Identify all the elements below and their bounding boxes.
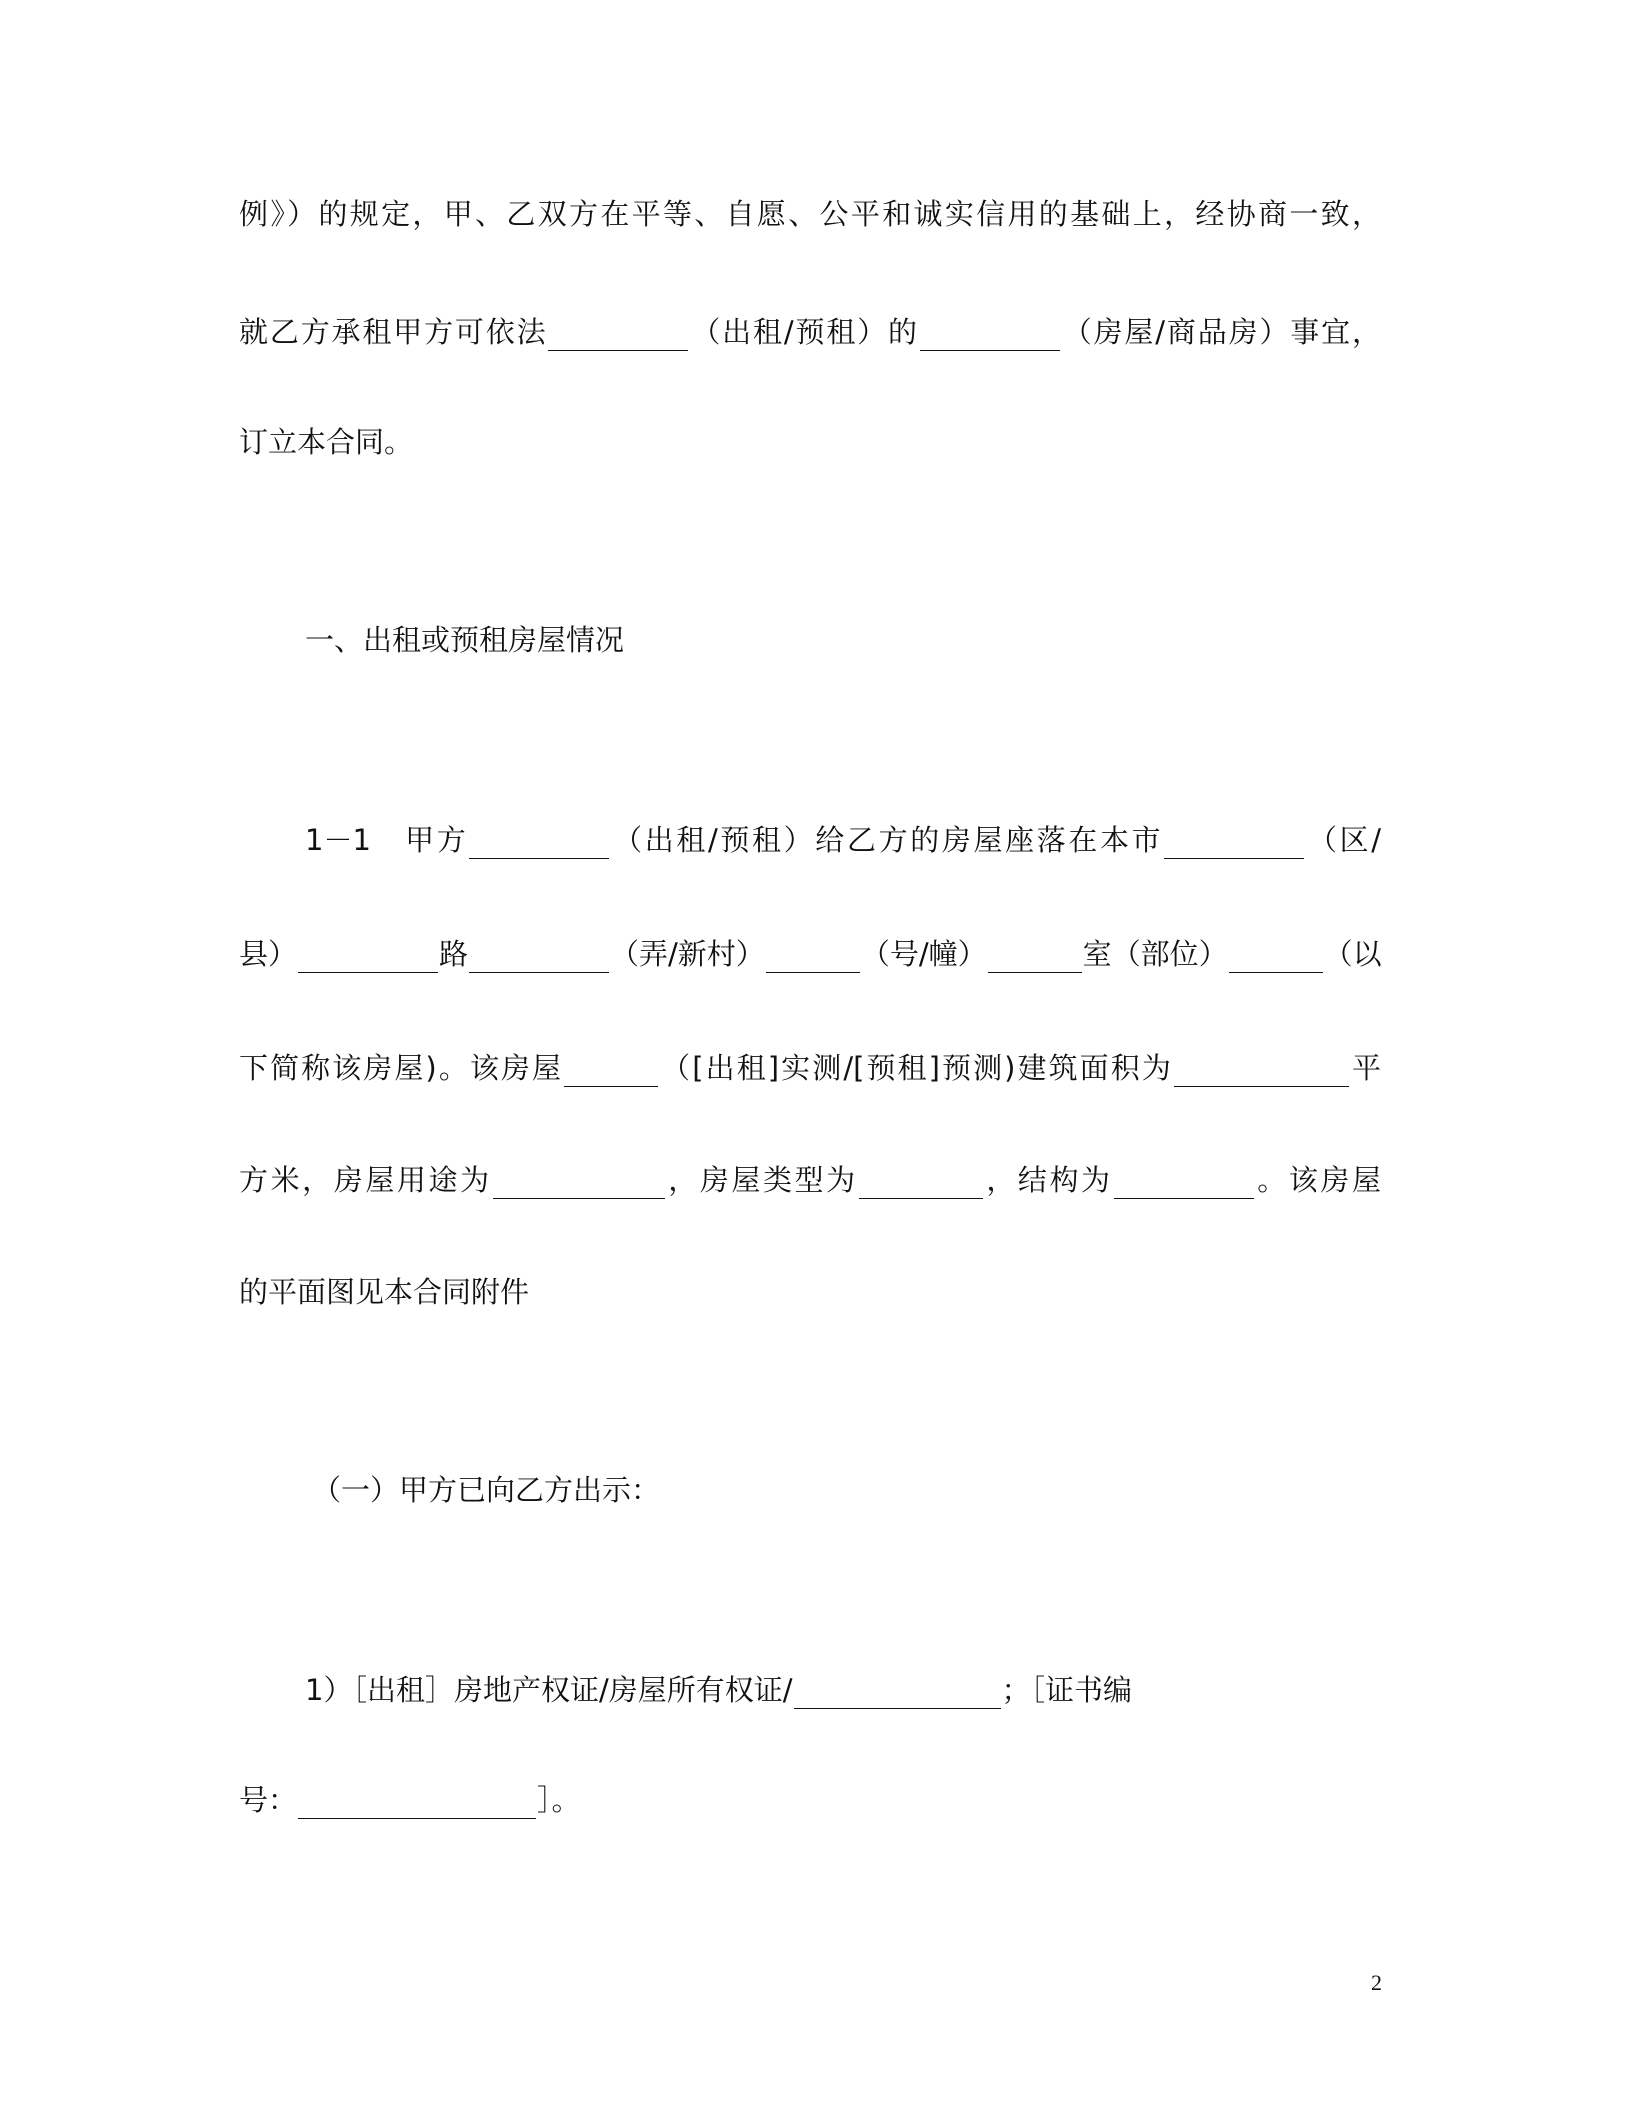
clause-line: [239, 1158, 1381, 1202]
text-segment: 1）［出租］房地产权证/房屋所有权证/: [305, 1673, 793, 1707]
list-item-line: [305, 1668, 1447, 1712]
text-segment: （房屋/商品房）事宜，: [1060, 315, 1381, 349]
contract-paragraph-line: [239, 420, 1381, 464]
fill-in-blank[interactable]: [766, 942, 860, 973]
text-segment: ，房屋类型为: [665, 1163, 858, 1197]
text-segment: 订立本合同。: [239, 425, 414, 459]
list-item-line: [239, 1778, 1381, 1822]
fill-in-blank[interactable]: [859, 1168, 983, 1199]
fill-in-blank[interactable]: [298, 942, 438, 973]
subsection-heading: [312, 1468, 1454, 1512]
clause-line: [239, 932, 1381, 976]
fill-in-blank[interactable]: [469, 828, 609, 859]
text-segment: （区/: [1305, 823, 1381, 857]
text-segment: （[出租]实测/[预租]预测)建筑面积为: [659, 1051, 1173, 1085]
fill-in-blank[interactable]: [1229, 942, 1323, 973]
fill-in-blank[interactable]: [564, 1056, 658, 1087]
fill-in-blank[interactable]: [1164, 828, 1304, 859]
text-segment: （出租/预租）的: [689, 315, 919, 349]
text-segment: 例》）的规定，甲、乙双方在平等、自愿、公平和诚实信用的基础上，经协商一致，: [239, 197, 1381, 231]
text-segment: （以: [1323, 937, 1382, 971]
clause-line: [239, 1270, 1381, 1314]
clause-line: [239, 1046, 1381, 1090]
text-segment: 。该房屋: [1254, 1163, 1381, 1197]
text-segment: （弄/新村）: [610, 937, 765, 971]
text-segment: 方米，房屋用途为: [239, 1163, 492, 1197]
text-segment: 路: [439, 937, 469, 971]
text-segment: 的平面图见本合同附件: [239, 1275, 530, 1309]
clause-line: [305, 818, 1381, 862]
text-segment: （出租/预租）给乙方的房屋座落在本市: [610, 823, 1164, 857]
text-segment: ，结构为: [983, 1163, 1113, 1197]
section-heading: [305, 618, 1447, 662]
text-segment: 一、出租或预租房屋情况: [305, 623, 625, 657]
fill-in-blank[interactable]: [493, 1168, 665, 1199]
fill-in-blank[interactable]: [298, 1788, 536, 1819]
contract-paragraph-line: [239, 192, 1381, 236]
contract-paragraph-line: [239, 310, 1381, 354]
text-segment: 县）: [239, 937, 298, 971]
text-segment: ；［证书编: [1001, 1673, 1133, 1707]
text-segment: ］。: [537, 1783, 581, 1817]
fill-in-blank[interactable]: [794, 1678, 1001, 1709]
text-segment: 室（部位）: [1082, 937, 1228, 971]
fill-in-blank[interactable]: [548, 320, 688, 351]
text-segment: 号：: [239, 1783, 298, 1817]
text-segment: （一）甲方已向乙方出示：: [312, 1473, 661, 1507]
fill-in-blank[interactable]: [1174, 1056, 1349, 1087]
page-number: 2: [1371, 1970, 1382, 1995]
fill-in-blank[interactable]: [988, 942, 1082, 973]
fill-in-blank[interactable]: [1114, 1168, 1254, 1199]
text-segment: （号/幢）: [860, 937, 987, 971]
text-segment: 下简称该房屋)。该房屋: [239, 1051, 564, 1085]
text-segment: 平: [1349, 1051, 1381, 1085]
text-segment: 就乙方承租甲方可依法: [239, 315, 548, 349]
text-segment: 1－1 甲方: [305, 823, 469, 857]
fill-in-blank[interactable]: [469, 942, 609, 973]
fill-in-blank[interactable]: [920, 320, 1060, 351]
